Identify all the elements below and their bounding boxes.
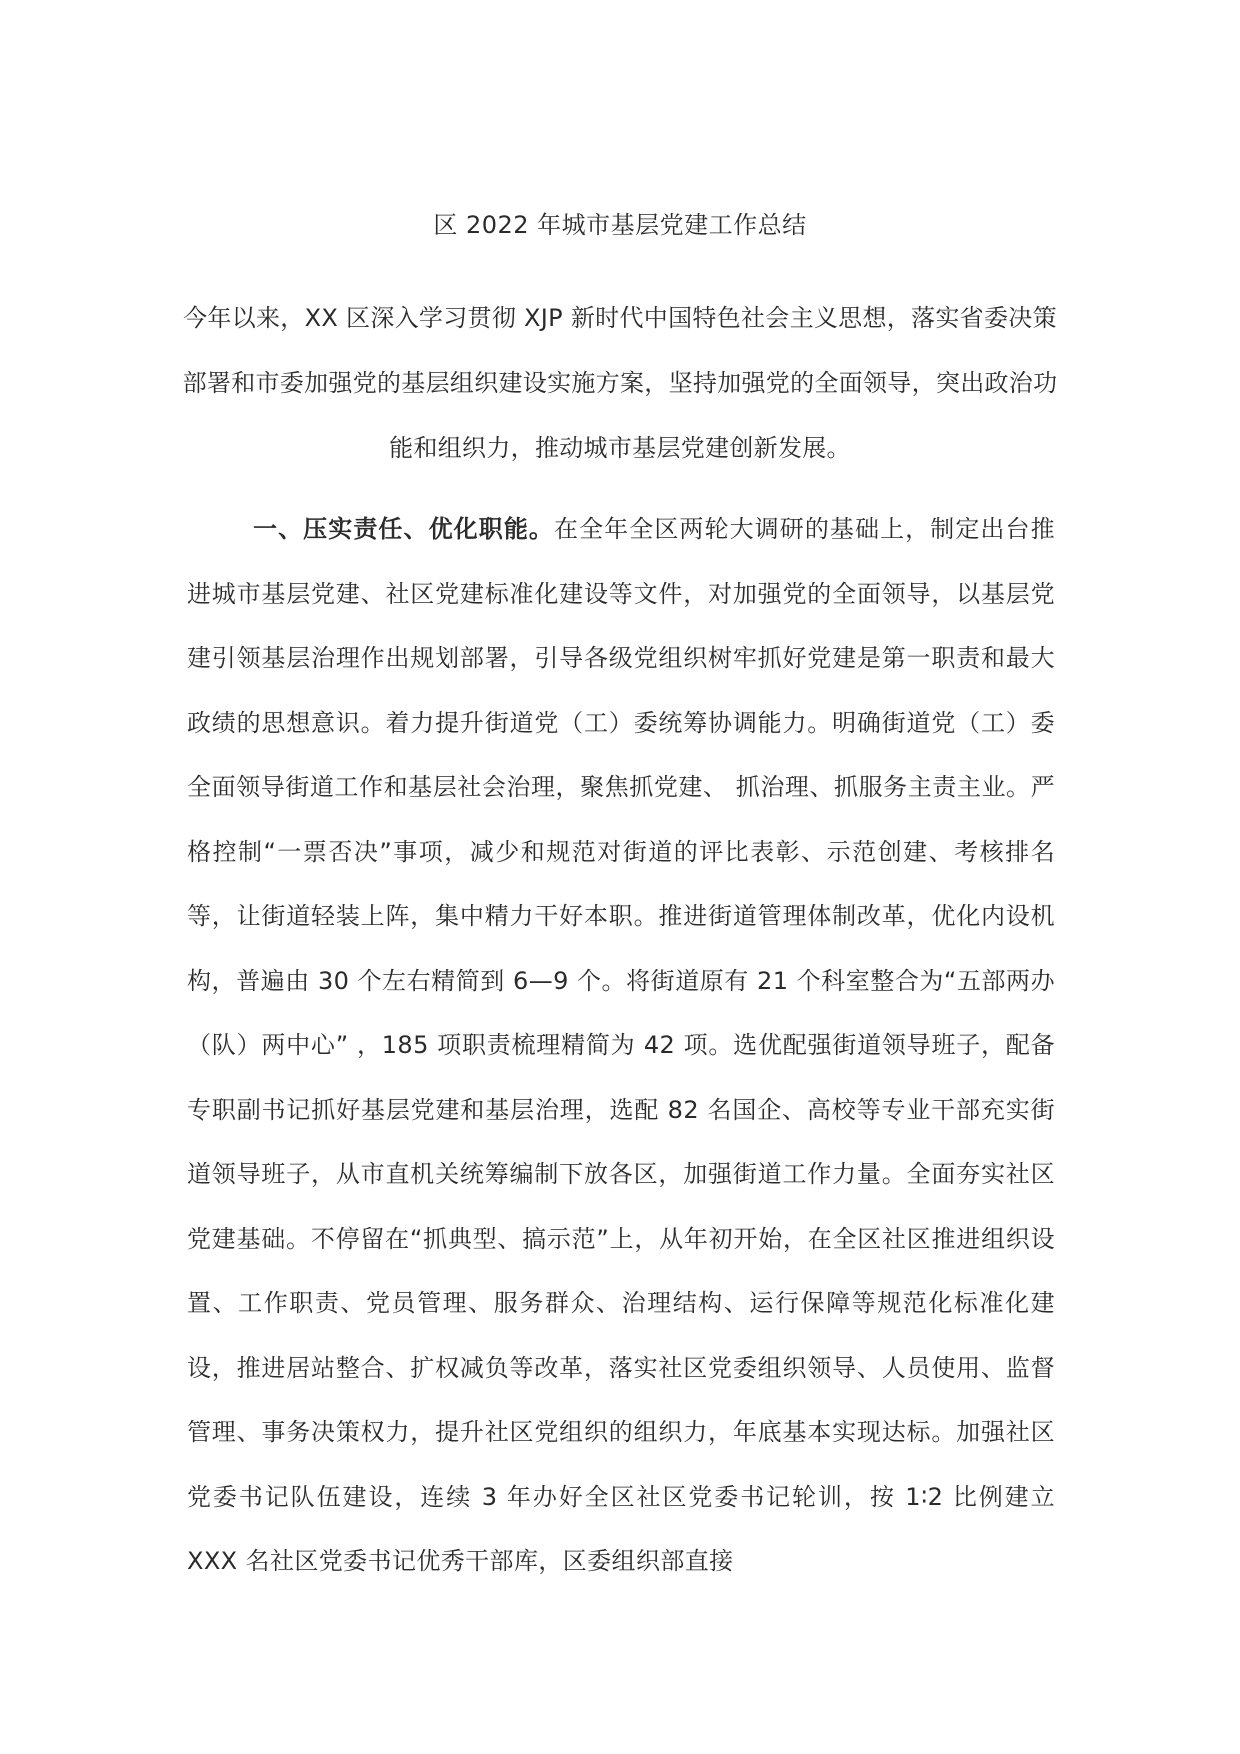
section-1-paragraph [187,497,1055,1594]
section-1-text: 在全年全区两轮大调研的基础上，制定出台推进城市基层党建、社区党建标准化建设等文件，对加强党的全面领导，以基层党建引领基层治理作出规划部署，引导各级党组织树牢抓好党建是第一职责和最大政绩的思想意识。着力提升街道党（工）委统筹协调能力。明确街道党（工）委全面领导街道工作和基层社会治理，聚焦抓党建、 抓治理、抓服务主责主业。严格控制“一票否决”事项，减少和规范对街道的评比表彰、示范创建、考核排名等，让街道轻装上阵，集中精力干好本职。推进街道管理体制改革，优化内设机构，普遍由 30 个左右精简到 6—9 个。将街道原有 21 个科室整合为“五部两办（队）两中心” ，185 项职责梳理精简为 42 项。选优配强街道领导班子，配备专职副书记抓好基层党建和基层治理，选配 82 名国企、高校等专业干部充实街道领导班子，从市直机关统筹编制下放各区，加强街道工作力量。全面夯实社区党建基础。不停留在“抓典型、搞示范”上，从年初开始，在全区社区推进组织设置、工作职责、党员管理、服务群众、治理结构、运行保障等规范化标准化建设，推进居站整合、扩权减负等改革，落实社区党委组织领导、人员使用、监督管理、事务决策权力，提升社区党组织的组织力，年底基本实现达标。加强社区党委书记队伍建设，连续 3 年办好全区社区党委书记轮训，按 1∶2 比例建立 XXX 名社区党委书记优秀干部库，区委组织部直接 [187,515,1055,1575]
intro-paragraph: 今年以来，XX 区深入学习贯彻 XJP 新时代中国特色社会主义思想，落实省委决策部署和市委加强党的基层组织建设实施方案，坚持加强党的全面领导，突出政治功能和组织力，推动城市基层党建创新发展。 [182,304,1058,462]
section-1-heading: 一、压实责任、优化职能。 [253,515,555,543]
document-title: 区 2022 年城市基层党建工作总结 [433,211,807,239]
